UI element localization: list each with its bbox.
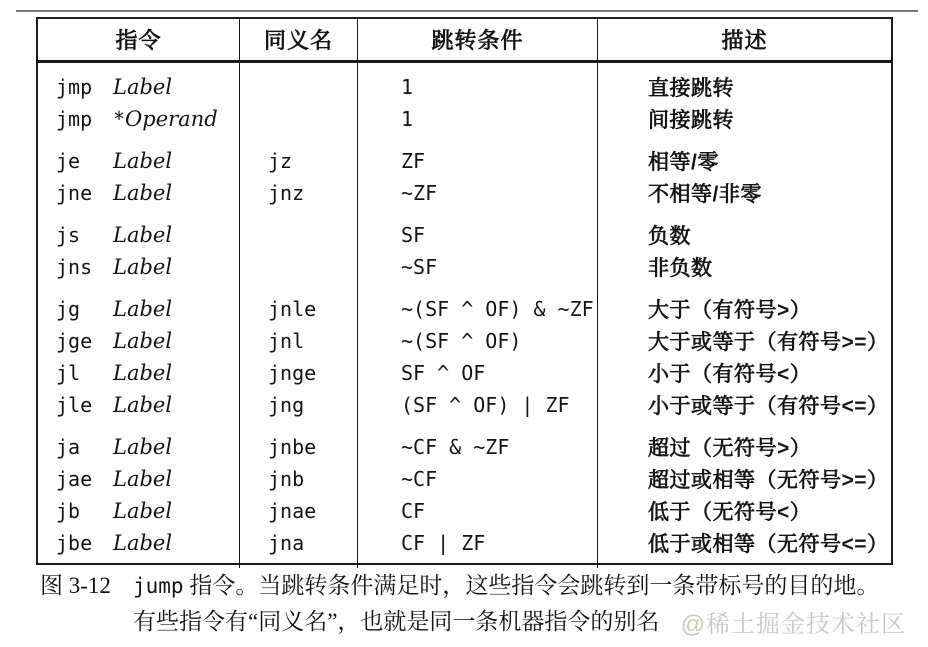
condition-cell [357,463,597,495]
synonym-cell [239,325,357,357]
instruction-operand [113,223,172,247]
instruction-mnemonic: jl [56,361,81,385]
synonym-mnemonic: jnge [268,361,317,385]
instruction-mnemonic: je [56,149,81,173]
condition-cell [357,357,597,389]
table-row [38,103,891,135]
operand-label: Label [113,223,173,247]
instruction-mnemonic: jmp [56,107,93,131]
condition-expression: SF [401,223,426,247]
synonym-cell [239,103,357,135]
table-row [38,209,891,251]
instruction-operand [113,181,172,205]
description-text: 低于（无符号<） [648,501,812,524]
description-cell [597,357,891,389]
synonym-mnemonic: jnbe [268,435,317,459]
condition-cell [357,495,597,527]
column-header-synonym: 同义名 [239,19,357,60]
synonym-mnemonic: jnle [268,297,317,321]
watermark: @稀土掘金技术社区 [680,611,906,638]
table-row [38,177,891,209]
synonym-cell [239,527,357,568]
instruction-mnemonic: jge [56,329,93,353]
description-text: 非负数 [648,257,713,280]
instruction-cell [38,135,239,177]
condition-cell [357,103,597,135]
operand-label: Label [113,531,173,555]
instruction-mnemonic: jmp [56,75,93,99]
instruction-operand [113,75,172,99]
instruction-cell [38,325,239,357]
condition-expression: (SF ^ OF) | ZF [401,393,570,417]
synonym-mnemonic: jnae [268,499,317,523]
column-header-condition: 跳转条件 [357,19,597,60]
synonym-cell [239,495,357,527]
synonym-cell [239,135,357,177]
description-cell [597,495,891,527]
instruction-cell [38,251,239,283]
synonym-mnemonic: jnl [268,329,305,353]
description-cell [597,389,891,421]
description-text: 负数 [648,225,691,248]
condition-expression: ~CF & ~ZF [401,435,510,459]
description-cell [597,251,891,283]
description-cell [597,421,891,463]
operand-label: Operand [125,107,218,131]
condition-expression: 1 [401,75,414,99]
table-row [38,421,891,463]
condition-expression: ~(SF ^ OF) [401,329,522,353]
condition-cell [357,389,597,421]
synonym-cell [239,421,357,463]
column-header-instruction: 指令 [115,28,162,53]
condition-cell [357,251,597,283]
figure-label: 图 3-12 [40,573,111,598]
instruction-operand [113,329,172,353]
table-row [38,527,891,568]
instruction-mnemonic: jle [56,393,93,417]
instruction-cell [38,463,239,495]
instruction-cell [38,63,239,103]
description-text: 直接跳转 [648,77,734,100]
table-row [38,283,891,325]
instruction-mnemonic: jne [56,181,93,205]
table-row [38,325,891,357]
description-text: 小于（有符号<） [648,363,812,386]
synonym-cell [239,357,357,389]
instruction-cell [38,527,239,568]
instruction-operand [113,107,218,131]
operand-label: Label [113,361,173,385]
table-row [38,135,891,177]
description-text: 小于或等于（有符号<=） [648,395,889,418]
caption-code: jump [133,574,184,598]
description-cell [597,209,891,251]
instruction-mnemonic: ja [56,435,81,459]
synonym-cell [239,63,357,103]
caption-line1-rest: 指令。当跳转条件满足时，这些指令会跳转到一条带标号的目的地。 [183,573,880,598]
condition-cell [357,283,597,325]
operand-label: Label [113,467,173,491]
instruction-operand [113,255,172,279]
synonym-cell [239,389,357,421]
description-text: 大于或等于（有符号>=） [648,331,889,354]
instruction-cell [38,209,239,251]
table-row [38,389,891,421]
table-header-row [38,19,891,63]
description-text: 超过或相等（无符号>=） [648,469,889,492]
condition-expression: ~CF [401,467,438,491]
operand-label: Label [113,149,173,173]
table-row [38,251,891,283]
description-cell [597,177,891,209]
description-cell [597,135,891,177]
instruction-mnemonic: jg [56,297,81,321]
synonym-mnemonic: jng [268,393,305,417]
instruction-operand [113,499,172,523]
instruction-cell [38,177,239,209]
synonym-cell [239,177,357,209]
operand-label: Label [113,435,173,459]
operand-label: Label [113,75,173,99]
description-cell [597,463,891,495]
condition-cell [357,527,597,568]
jump-instructions-table [36,17,893,565]
operand-label: Label [113,393,173,417]
table-row [38,463,891,495]
instruction-mnemonic: jb [56,499,81,523]
description-cell [597,63,891,103]
synonym-cell [239,463,357,495]
instruction-mnemonic: jae [56,467,93,491]
instruction-operand [113,361,172,385]
instruction-cell [38,421,239,463]
operand-label: Label [113,255,173,279]
instruction-cell [38,389,239,421]
condition-expression: ~SF [401,255,438,279]
condition-cell [357,177,597,209]
condition-cell [357,209,597,251]
instruction-operand [113,531,172,555]
description-text: 大于（有符号>） [648,299,812,322]
caption-line-2: 有些指令有“同义名”，也就是同一条机器指令的别名 [133,609,660,634]
instruction-operand [113,149,172,173]
description-text: 不相等/非零 [648,183,762,206]
column-header-description: 描述 [597,19,891,60]
condition-expression: SF ^ OF [401,361,486,385]
instruction-operand [113,435,172,459]
caption-line-1 [40,572,900,600]
operand-label: Label [113,329,173,353]
instruction-operand [113,297,172,321]
synonym-mnemonic: jna [268,531,305,555]
instruction-cell [38,103,239,135]
instruction-cell [38,357,239,389]
description-text: 低于或相等（无符号<=） [648,533,889,556]
description-text: 间接跳转 [648,109,734,132]
instruction-operand [113,393,172,417]
operand-prefix: * [113,107,126,131]
condition-expression: CF | ZF [401,531,486,555]
instruction-mnemonic: jns [56,255,93,279]
synonym-cell [239,209,357,251]
description-text: 超过（无符号>） [648,437,812,460]
instruction-cell [38,283,239,325]
synonym-cell [239,251,357,283]
condition-cell [357,63,597,103]
operand-label: Label [113,297,173,321]
condition-cell [357,325,597,357]
condition-cell [357,135,597,177]
instruction-cell [38,495,239,527]
table-row [38,357,891,389]
condition-expression: ZF [401,149,426,173]
caption-text [133,572,879,600]
instruction-operand [113,467,172,491]
top-rule [16,10,918,12]
instruction-mnemonic: jbe [56,531,93,555]
operand-label: Label [113,181,173,205]
table-row [38,495,891,527]
description-cell [597,283,891,325]
synonym-cell [239,283,357,325]
description-text: 相等/零 [648,151,719,174]
description-cell [597,103,891,135]
instruction-mnemonic: js [56,223,81,247]
synonym-mnemonic: jnb [268,467,305,491]
synonym-mnemonic: jnz [268,181,305,205]
condition-cell [357,421,597,463]
condition-expression: 1 [401,107,414,131]
condition-expression: ~ZF [401,181,438,205]
table-body [38,63,891,568]
description-cell [597,325,891,357]
condition-expression: CF [401,499,426,523]
description-cell [597,527,891,568]
condition-expression: ~(SF ^ OF) & ~ZF [401,297,594,321]
synonym-mnemonic: jz [268,149,293,173]
operand-label: Label [113,499,173,523]
table-row [38,63,891,103]
